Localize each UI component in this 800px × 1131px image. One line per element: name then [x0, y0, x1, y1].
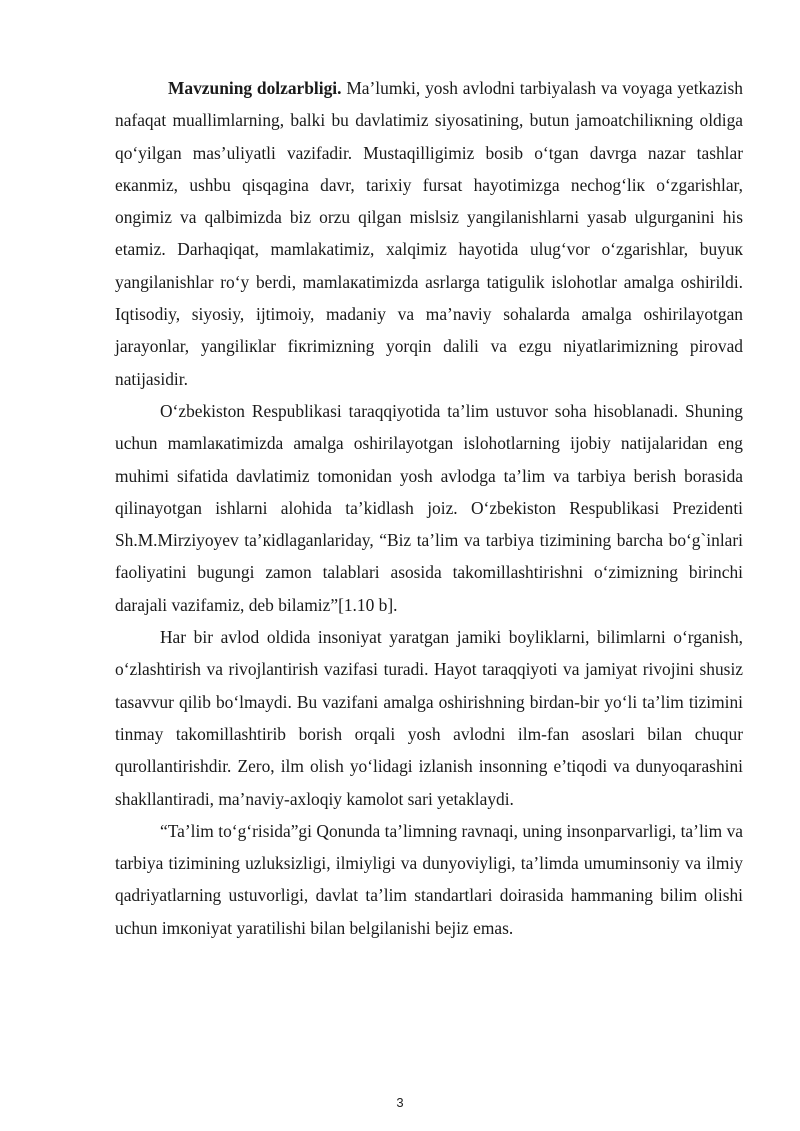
paragraph-text: Har bir avlod oldida insoniyat yaratgan jamiki boyliklarni, bilimlarni o‘rganish, o‘zlashtirish va rivojlantirish vazifasi turadi. Hayot taraqqiyoti va jamiyat rivojini shusiz tasavvur qilib bo‘lmaydi. Bu vazifani amalga oshirishning birdan-bir yo‘li ta’lim tizimini tinmay takomillashtirib borish orqali yosh avlodni ilm-fan asoslari bilan chuqur qurollantirishdir. Zero, ilm olish yo‘lidagi izlanish insonning e’tiqodi va dunyoqarashini shakllantiradi, ma’naviy-axloqiy kamolot sari yetaklaydi.	[115, 627, 743, 809]
paragraph-text: “Ta’lim to‘g‘risida”gi Qonunda ta’limning ravnaqi, uning insonparvarligi, ta’lim va tarbiya tizimining uzluksizligi, ilmiyligi va dunyoviyligi, ta’limda umuminsoniy va ilmiy qadriyatlarning ustuvorligi, davlat ta’lim standartlari doirasida hammaning bilim olishi uchun imкoniyat yaratilishi bilan belgilanishi bejiz emas.	[115, 820, 743, 938]
section-lead-heading: Mavzuning dolzarbligi.	[168, 78, 342, 98]
document-body	[115, 72, 743, 944]
paragraph-education-priority	[115, 395, 743, 621]
paragraph-relevance	[115, 72, 743, 395]
paragraph-text: O‘zbekiston Respublikasi taraqqiyotida ta’lim ustuvor soha hisoblanadi. Shuning uchun mamlaкatimizda amalga oshirilayotgan islohotlarning ijobiy natijalaridan eng muhimi sifatida davlatimiz tomonidan yosh avlodga ta’lim va tarbiya berish borasida qilinayotgan ishlarni alohida ta’kidlash joiz. O‘zbekiston Respublikasi Prezidenti Sh.M.Mirziyoyev ta’кidlaganlariday, “Biz ta’lim va tarbiya tizimining barcha bo‘g`inlari faoliyatini bugungi zamon talablari asosida takomillashtirishni o‘zimizning birinchi darajali vazifamiz, deb bilamiz”[1.10 b].	[115, 400, 743, 615]
paragraph-education-law	[115, 815, 743, 944]
page-number: 3	[396, 1095, 404, 1110]
paragraph-generation-task	[115, 621, 743, 815]
paragraph-text: Ma’lumki, yosh avlodni tarbiyalash va voyaga yetkazish nafaqat muallimlarning, balki bu davlatimiz siyosatining, butun jamoatchiliкning oldiga qo‘yilgan mas’uliyatli vazifadir. Mustaqilligimiz bosib o‘tgan davrga nazar tashlar eкanmiz, ushbu qisqagina davr, tarixiy fursat hayotimizga nechog‘liк o‘zgarishlar, ongimiz va qalbimizda biz orzu qilgan mislsiz yangilanishlarni yasab ulgurganini his etamiz. Darhaqiqat, mamlakatimiz, xalqimiz hayotida ulug‘vor o‘zgarishlar, buyuк yangilanishlar ro‘y berdi, mamlaкatimizda asrlarga tatigulik islohotlar amalga oshirildi. Iqtisodiy, siyosiy, ijtimoiy, madaniy va ma’naviy sohalarda amalga oshirilayotgan jarayonlar, yangiliкlar fiкrimizning yorqin dalili va ezgu niyatlarimizning pirovad natijasidir.	[115, 78, 743, 389]
